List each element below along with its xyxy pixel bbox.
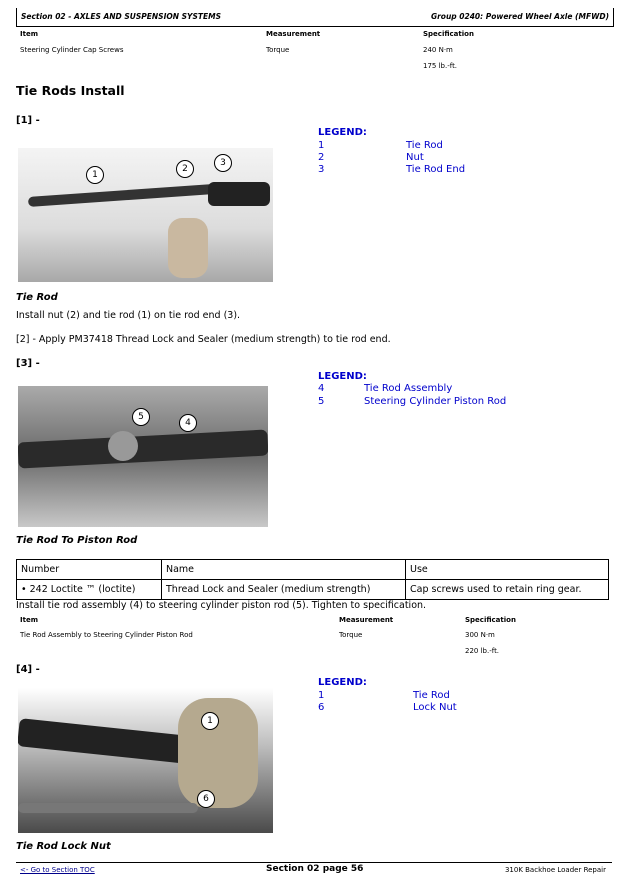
table-header-row xyxy=(17,560,609,580)
legend4-text: Lock Nut xyxy=(413,702,457,713)
step1-label: [1] - xyxy=(16,115,40,126)
section-title: Section 02 - AXLES AND SUSPENSION SYSTEMS xyxy=(21,12,221,21)
step1-caption: Tie Rod xyxy=(16,292,58,303)
tie-rod-image xyxy=(18,148,273,282)
table-cell: Thread Lock and Sealer (medium strength) xyxy=(162,580,406,600)
step3-label: [3] - xyxy=(16,358,40,369)
spec2-metric: 300 N·m xyxy=(465,631,495,639)
table-cell: Cap screws used to retain ring gear. xyxy=(406,580,609,600)
section-toc-link[interactable]: <- Go to Section TOC xyxy=(20,866,95,874)
legend4-text: Tie Rod xyxy=(413,690,450,701)
spec1-header-measurement: Measurement xyxy=(266,30,321,38)
callout-1: 1 xyxy=(201,712,219,730)
legend1-num: 1 xyxy=(318,140,325,151)
lock-nut-image xyxy=(18,688,273,833)
step2-text: [2] - Apply PM37418 Thread Lock and Sealer (medium strength) to tie rod end. xyxy=(16,334,391,345)
legend3-num: 4 xyxy=(318,383,325,394)
spec1-header-spec: Specification xyxy=(423,30,474,38)
spec2-header-item: Item xyxy=(20,616,38,624)
step4-caption: Tie Rod Lock Nut xyxy=(16,841,111,852)
group-title: Group 0240: Powered Wheel Axle (MFWD) xyxy=(430,12,609,21)
legend1-text: Tie Rod End xyxy=(406,164,466,175)
page-number: Section 02 page 56 xyxy=(266,864,364,874)
legend1-num: 2 xyxy=(318,152,325,163)
page-header xyxy=(16,8,614,27)
manual-title: 310K Backhoe Loader Repair xyxy=(504,866,606,874)
legend4-num: 1 xyxy=(318,690,325,701)
step3-instruction: Install tie rod assembly (4) to steering cylinder piston rod (5). Tighten to specification. xyxy=(16,600,427,611)
legend1-text: Nut xyxy=(406,152,424,163)
spec1-header-item: Item xyxy=(20,30,38,38)
callout-3: 3 xyxy=(214,154,232,172)
legend3-text: Tie Rod Assembly xyxy=(364,383,453,394)
table-header: Name xyxy=(162,560,406,580)
legend3-title: LEGEND: xyxy=(318,371,367,382)
spec2-item: Tie Rod Assembly to Steering Cylinder Piston Rod xyxy=(20,631,193,639)
callout-5: 5 xyxy=(132,408,150,426)
step1-instruction: Install nut (2) and tie rod (1) on tie rod end (3). xyxy=(16,310,241,321)
callout-4: 4 xyxy=(179,414,197,432)
piston-rod-image xyxy=(18,386,268,527)
page-title: Tie Rods Install xyxy=(16,83,125,98)
footer-divider xyxy=(16,862,612,863)
table-cell: • 242 Loctite ™ (loctite) xyxy=(17,580,162,600)
spec2-header-spec: Specification xyxy=(465,616,516,624)
spec1-imperial: 175 lb.-ft. xyxy=(423,62,458,70)
table-header: Number xyxy=(17,560,162,580)
legend1-num: 3 xyxy=(318,164,325,175)
table-row xyxy=(17,580,609,600)
callout-1: 1 xyxy=(86,166,104,184)
spec1-metric: 240 N·m xyxy=(423,46,453,54)
spec1-item: Steering Cylinder Cap Screws xyxy=(20,46,124,54)
materials-table xyxy=(16,559,609,600)
legend3-num: 5 xyxy=(318,396,325,407)
callout-2: 2 xyxy=(176,160,194,178)
legend1-text: Tie Rod xyxy=(406,140,443,151)
spec2-header-measurement: Measurement xyxy=(339,616,394,624)
spec2-measurement: Torque xyxy=(339,631,363,639)
legend4-num: 6 xyxy=(318,702,325,713)
step3-caption: Tie Rod To Piston Rod xyxy=(16,535,138,546)
legend3-text: Steering Cylinder Piston Rod xyxy=(364,396,507,407)
spec2-imperial: 220 lb.-ft. xyxy=(465,647,500,655)
callout-6: 6 xyxy=(197,790,215,808)
step4-label: [4] - xyxy=(16,664,40,675)
legend1-title: LEGEND: xyxy=(318,127,367,138)
legend4-title: LEGEND: xyxy=(318,677,367,688)
table-header: Use xyxy=(406,560,609,580)
spec1-measurement: Torque xyxy=(266,46,290,54)
